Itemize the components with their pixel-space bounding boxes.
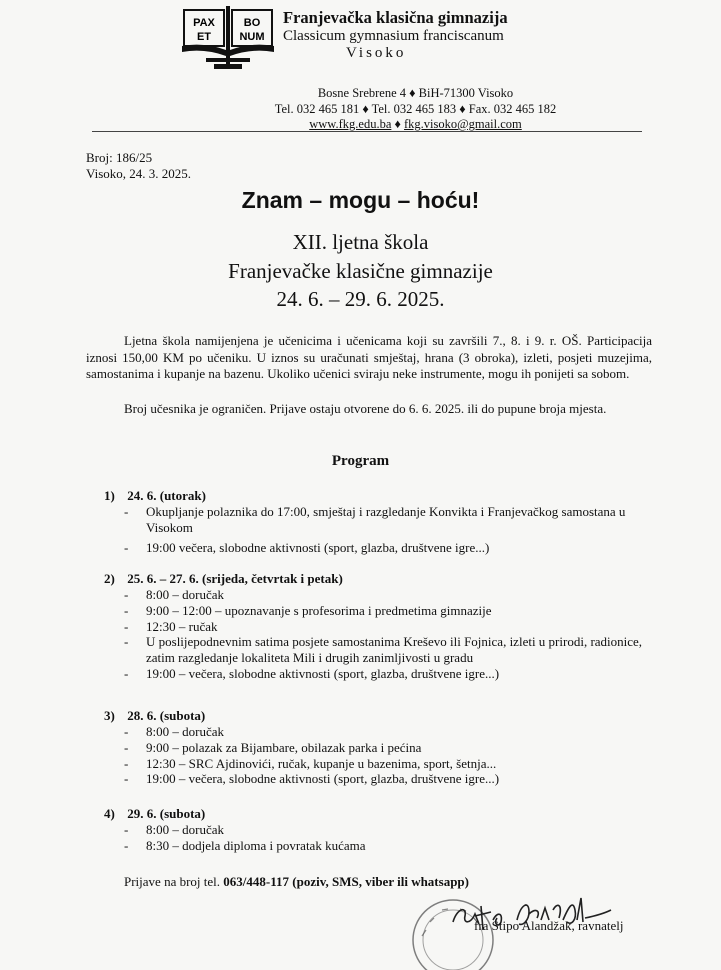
list-item: - 9:00 – 12:00 – upoznavanje s profesorima i predmetima gimnazije	[124, 603, 644, 619]
title-line-3: 24. 6. – 29. 6. 2025.	[276, 287, 445, 311]
day-number: 1)	[104, 488, 115, 503]
program-day-1	[104, 488, 206, 504]
list-item: - 19:00 večera, slobodne aktivnosti (sport, glazba, društvene igre...)	[124, 540, 644, 556]
header-divider	[92, 131, 642, 132]
logo-left-text-1: PAX	[193, 17, 215, 29]
day-heading: 25. 6. – 27. 6. (srijeda, četvrtak i petak)	[127, 571, 343, 586]
title-line-2: Franjevačke klasične gimnazije	[228, 259, 493, 283]
list-item: - 8:00 – doručak	[124, 587, 644, 603]
day-number: 3)	[104, 708, 115, 723]
day-heading: 24. 6. (utorak)	[127, 488, 206, 503]
program-day-3	[104, 708, 205, 724]
address-line: Bosne Srebrene 4 ♦ BiH-71300 Visoko	[317, 86, 514, 100]
day-2-items	[124, 587, 644, 682]
intro-paragraph	[86, 333, 652, 383]
school-city: Visoko	[346, 45, 407, 61]
slogan: Znam – mogu – hoću!	[241, 187, 480, 213]
list-item: - 19:00 – večera, slobodne aktivnosti (sport, glazba, društvene igre...)	[124, 771, 644, 787]
day-number: 4)	[104, 806, 115, 821]
list-item: - 19:00 – večera, slobodne aktivnosti (sport, glazba, društvene igre...)	[124, 666, 644, 682]
program-day-4	[104, 806, 205, 822]
contact-phone: 063/448-117 (poziv, SMS, viber ili whatsapp)	[223, 874, 469, 889]
registration-paragraph	[86, 401, 652, 418]
program-day-2	[104, 571, 343, 587]
list-item: - Okupljanje polaznika do 17:00, smještaj i razgledanje Konvikta i Franjevačkog samostana u Visokom	[124, 504, 644, 536]
registration-contact	[124, 874, 469, 890]
logo-left-text-2: ET	[196, 31, 212, 43]
logo-right-text-1: BO	[243, 17, 261, 29]
phone-line: Tel. 032 465 181 ♦ Tel. 032 465 183 ♦ Fax. 032 465 182	[274, 102, 557, 116]
day-heading: 29. 6. (subota)	[127, 806, 206, 821]
title-line-1: XII. ljetna škola	[292, 230, 429, 254]
list-item: - U poslijepodnevnim satima posjete samostanima Kreševo ili Fojnica, izleti u prirodi, radionice, zatim razgledanje lokaliteta Mili i drugih zanimljivosti u gradu	[124, 634, 644, 666]
school-latin-name: Classicum gymnasium franciscanum	[283, 28, 504, 44]
intro-text: Ljetna škola namijenjena je učenicima i učenicama koji su završili 7., 8. i 9. r. OŠ. Participacija iznosi 150,00 KM po učeniku. U iznos su uračunati smještaj, hrana (3 obroka), izleti, posjeti muzejima, samostanima i kupanje na bazenu. Ukoliko učenici sviraju neke instrumente, mogu ih ponijeti sa sobom.	[86, 333, 652, 381]
place-date: Visoko, 24. 3. 2025.	[86, 166, 192, 181]
day-heading: 28. 6. (subota)	[127, 708, 206, 723]
program-title: Program	[331, 453, 390, 469]
day-number: 2)	[104, 571, 115, 586]
list-item: - 12:30 – ručak	[124, 619, 644, 635]
website-link[interactable]: www.fkg.edu.ba	[309, 117, 392, 131]
contact-prefix: Prijave na broj tel.	[124, 874, 224, 889]
document-number: Broj: 186/25	[86, 150, 153, 165]
list-item: - 9:00 – polazak za Bijambare, obilazak parka i pećina	[124, 740, 644, 756]
list-item: - 8:00 – doručak	[124, 822, 644, 838]
day-4-items	[124, 822, 644, 854]
open-book-logo-icon	[180, 2, 276, 72]
web-contact-line	[0, 117, 721, 132]
school-name: Franjevačka klasična gimnazija	[283, 8, 508, 27]
list-item: - 12:30 – SRC Ajdinovići, ručak, kupanje u bazenima, sport, šetnja...	[124, 756, 644, 772]
registration-text: Broj učesnika je ograničen. Prijave ostaju otvorene do 6. 6. 2025. ili do pupune broja mjesta.	[124, 401, 607, 416]
day-1-items	[124, 504, 644, 555]
logo-right-text-2: NUM	[239, 31, 265, 43]
list-item: - 8:30 – dodjela diploma i povratak kućama	[124, 838, 644, 854]
list-item: - 8:00 – doručak	[124, 724, 644, 740]
separator: ♦	[394, 117, 401, 131]
day-3-items	[124, 724, 644, 787]
signer-name: fra Stipo Alandžak, ravnatelj	[474, 918, 624, 933]
email-link[interactable]: fkg.visoko@gmail.com	[404, 117, 522, 131]
